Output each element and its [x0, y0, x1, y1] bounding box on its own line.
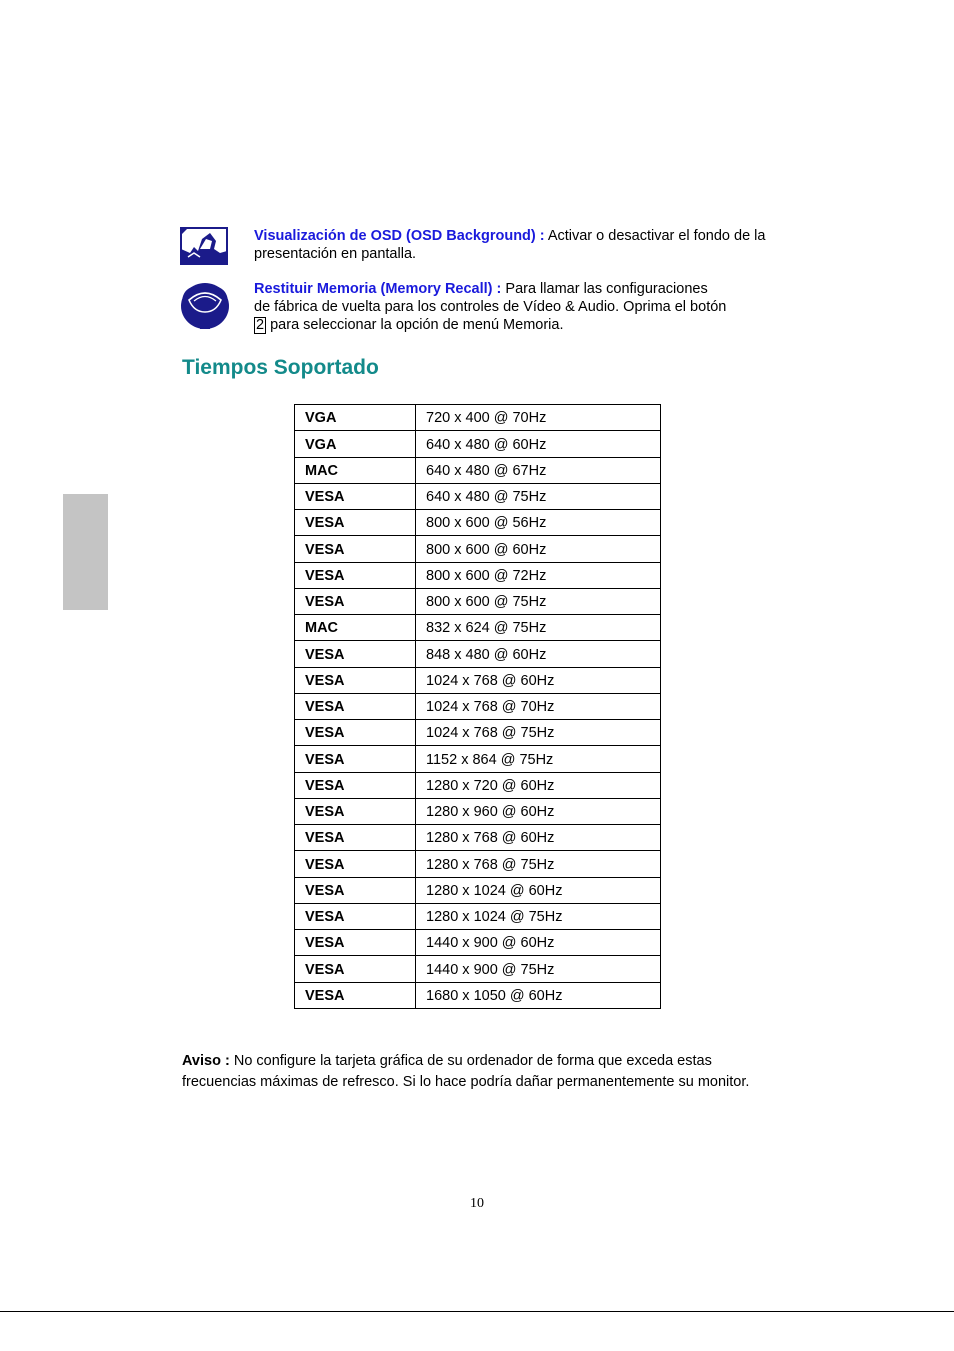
timings-table-body: [295, 405, 661, 1009]
memory-recall-icon: [180, 280, 230, 335]
timing-mode-cell: 800 x 600 @ 72Hz: [416, 562, 661, 588]
table-row: [295, 851, 661, 877]
timing-mode-cell: 1280 x 960 @ 60Hz: [416, 798, 661, 824]
table-row: [295, 825, 661, 851]
table-row: [295, 588, 661, 614]
timing-standard-cell: VESA: [295, 956, 416, 982]
osd-background-text: [254, 227, 834, 263]
timing-mode-cell: 832 x 624 @ 75Hz: [416, 615, 661, 641]
timing-mode-cell: 1152 x 864 @ 75Hz: [416, 746, 661, 772]
table-row: [295, 772, 661, 798]
table-row: [295, 641, 661, 667]
timing-mode-cell: 1280 x 720 @ 60Hz: [416, 772, 661, 798]
timing-mode-cell: 1440 x 900 @ 75Hz: [416, 956, 661, 982]
section-title: Tiempos Soportado: [182, 356, 379, 379]
table-row: [295, 457, 661, 483]
table-row: [295, 667, 661, 693]
timing-standard-cell: VESA: [295, 851, 416, 877]
memory-recall-text: [254, 280, 814, 334]
timing-standard-cell: MAC: [295, 615, 416, 641]
footer-rule: [0, 1311, 954, 1312]
timing-standard-cell: VESA: [295, 562, 416, 588]
timing-mode-cell: 1024 x 768 @ 60Hz: [416, 667, 661, 693]
timing-standard-cell: VESA: [295, 641, 416, 667]
timing-standard-cell: VESA: [295, 930, 416, 956]
table-row: [295, 562, 661, 588]
timing-mode-cell: 800 x 600 @ 60Hz: [416, 536, 661, 562]
memory-recall-desc-line3: para seleccionar la opción de menú Memoria.: [266, 317, 564, 333]
timing-standard-cell: VESA: [295, 798, 416, 824]
timing-standard-cell: MAC: [295, 457, 416, 483]
memory-recall-label: Restituir Memoria (Memory Recall) :: [254, 281, 502, 297]
timing-mode-cell: 1280 x 768 @ 60Hz: [416, 825, 661, 851]
timing-mode-cell: 1024 x 768 @ 70Hz: [416, 693, 661, 719]
timing-standard-cell: VGA: [295, 431, 416, 457]
table-row: [295, 903, 661, 929]
page-number: 10: [470, 1196, 484, 1211]
table-row: [295, 431, 661, 457]
timing-mode-cell: 1280 x 1024 @ 60Hz: [416, 877, 661, 903]
notice-paragraph: [182, 1051, 782, 1093]
table-row: [295, 982, 661, 1008]
osd-background-label: Visualización de OSD (OSD Background) :: [254, 228, 545, 244]
osd-background-icon: [180, 227, 228, 270]
timing-mode-cell: 640 x 480 @ 75Hz: [416, 483, 661, 509]
table-row: [295, 798, 661, 824]
timing-mode-cell: 640 x 480 @ 67Hz: [416, 457, 661, 483]
key-2-button-ref: 2: [256, 317, 265, 333]
table-row: [295, 536, 661, 562]
timing-mode-cell: 800 x 600 @ 75Hz: [416, 588, 661, 614]
timing-standard-cell: VESA: [295, 536, 416, 562]
timing-standard-cell: VESA: [295, 667, 416, 693]
timing-standard-cell: VESA: [295, 982, 416, 1008]
memory-recall-desc-line2: de fábrica de vuelta para los controles de Vídeo & Audio. Oprima el botón: [254, 299, 727, 315]
timing-mode-cell: 1024 x 768 @ 75Hz: [416, 720, 661, 746]
timing-standard-cell: VESA: [295, 746, 416, 772]
timing-standard-cell: VESA: [295, 588, 416, 614]
table-row: [295, 956, 661, 982]
notice-label: Aviso :: [182, 1053, 230, 1069]
osd-background-item: [180, 227, 840, 267]
osd-background-description: Activar o desactivar el fondo de la presentación en pantalla.: [254, 228, 766, 262]
table-row: [295, 930, 661, 956]
table-row: [295, 615, 661, 641]
timing-mode-cell: 800 x 600 @ 56Hz: [416, 510, 661, 536]
table-row: [295, 720, 661, 746]
supported-timings-table: [294, 404, 661, 1009]
timing-standard-cell: VESA: [295, 825, 416, 851]
timing-standard-cell: VESA: [295, 693, 416, 719]
timing-standard-cell: VESA: [295, 483, 416, 509]
notice-text: No configure la tarjeta gráfica de su ordenador de forma que exceda estas frecuencias máximas de refresco. Si lo hace podría dañar permanentemente su monitor.: [182, 1053, 750, 1090]
table-row: [295, 510, 661, 536]
timing-mode-cell: 720 x 400 @ 70Hz: [416, 405, 661, 431]
table-row: [295, 483, 661, 509]
timing-mode-cell: 1680 x 1050 @ 60Hz: [416, 982, 661, 1008]
table-row: [295, 405, 661, 431]
timing-mode-cell: 1280 x 768 @ 75Hz: [416, 851, 661, 877]
timing-standard-cell: VESA: [295, 772, 416, 798]
timing-standard-cell: VESA: [295, 877, 416, 903]
timing-standard-cell: VGA: [295, 405, 416, 431]
memory-recall-desc-line1: Para llamar las configuraciones: [501, 281, 708, 297]
timing-mode-cell: 1280 x 1024 @ 75Hz: [416, 903, 661, 929]
table-row: [295, 877, 661, 903]
timing-mode-cell: 640 x 480 @ 60Hz: [416, 431, 661, 457]
timing-standard-cell: VESA: [295, 510, 416, 536]
timing-standard-cell: VESA: [295, 720, 416, 746]
timing-mode-cell: 848 x 480 @ 60Hz: [416, 641, 661, 667]
language-side-tab: [63, 494, 108, 610]
timing-mode-cell: 1440 x 900 @ 60Hz: [416, 930, 661, 956]
memory-recall-item: [180, 280, 840, 334]
timing-standard-cell: VESA: [295, 903, 416, 929]
table-row: [295, 746, 661, 772]
table-row: [295, 693, 661, 719]
